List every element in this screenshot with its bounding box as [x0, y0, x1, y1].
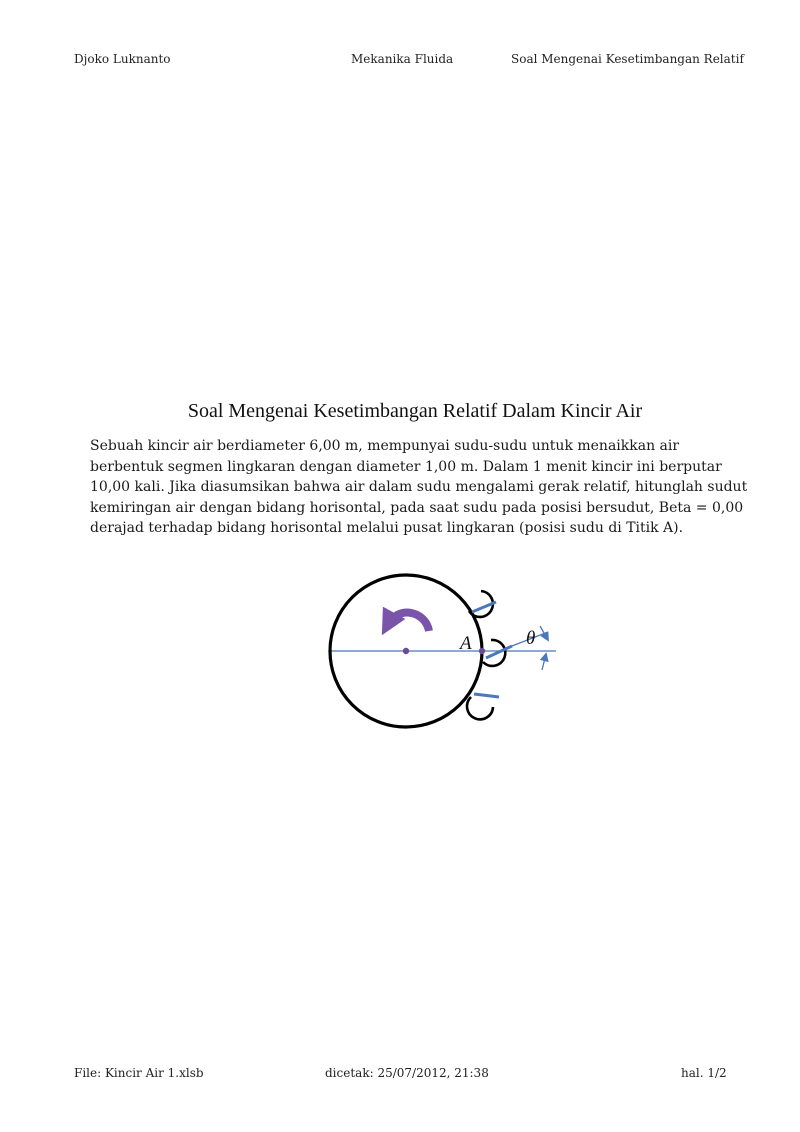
footer-page-number: hal. 1/2	[681, 1066, 727, 1080]
problem-paragraph: Sebuah kincir air berdiameter 6,00 m, mempunyai sudu-sudu untuk menaikkan air berbentuk segmen lingkaran dengan diameter 1,00 m. Dalam 1 menit kincir ini berputar 10,00 kali. Jika diasumsikan bahwa air dalam sudu mengalami gerak relatif, hitunglah sudut kemiringan air dengan bidang horisontal, pada saat sudu pada posisi bersudut, Beta = 0,00 derajad terhadap bidang horisontal melalui pusat lingkaran (posisi sudu di Titik A).	[90, 438, 748, 536]
header-doc-title: Soal Mengenai Kesetimbangan Relatif	[511, 52, 744, 66]
wheel-center-dot	[403, 648, 409, 654]
header-subject: Mekanika Fluida	[351, 52, 454, 66]
water-surface-bottom	[474, 694, 499, 697]
angle-arrow-lower-icon	[542, 654, 546, 670]
water-surface-middle	[486, 646, 512, 658]
theta-label: θ	[526, 628, 536, 649]
rotation-arrow-icon	[388, 613, 429, 631]
header-author: Djoko Luknanto	[74, 52, 171, 66]
water-wheel-diagram	[318, 565, 563, 730]
footer-printed-date: dicetak: 25/07/2012, 21:38	[325, 1066, 489, 1080]
bucket-bottom	[467, 697, 493, 719]
point-a-dot	[479, 648, 485, 654]
point-a-label: A	[460, 633, 472, 654]
problem-title: Soal Mengenai Kesetimbangan Relatif Dalam Kincir Air	[187, 400, 643, 422]
footer-file: File: Kincir Air 1.xlsb	[74, 1066, 204, 1080]
